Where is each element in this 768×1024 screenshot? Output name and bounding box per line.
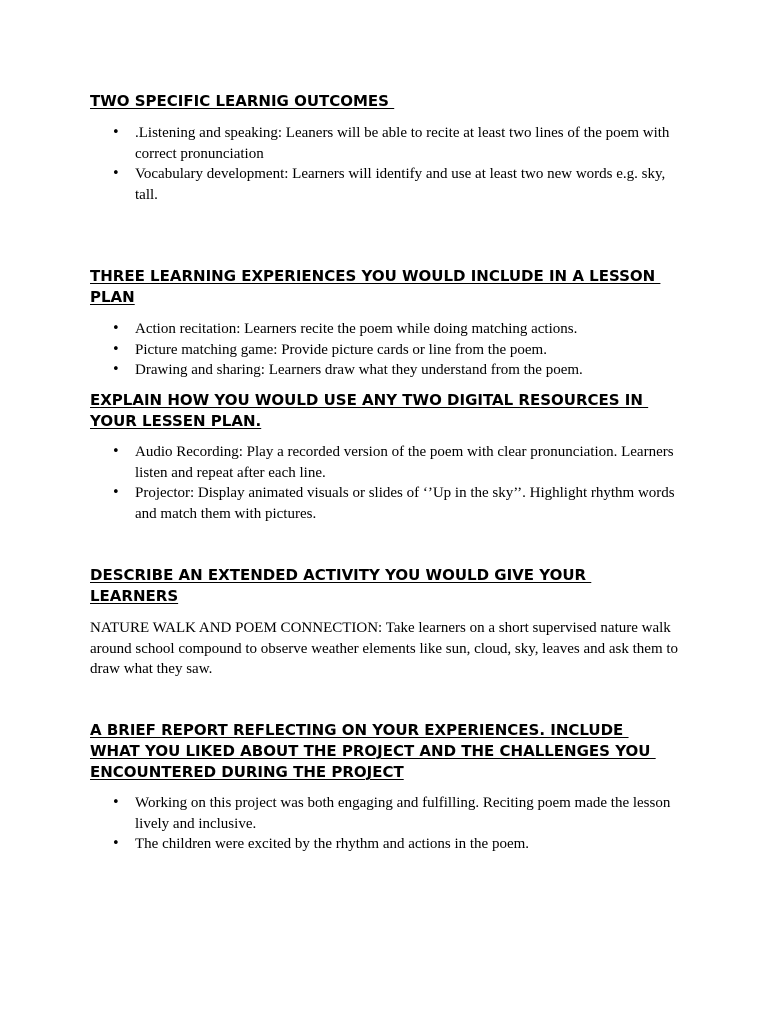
list-item xyxy=(90,123,690,164)
bullet-icon: • xyxy=(112,795,120,810)
list-item-text: Audio Recording: Play a recorded version of the poem with clear pronunciation. Learners listen and repeat after each line. xyxy=(135,444,674,481)
bullet-list-brief-report xyxy=(90,793,690,855)
list-item xyxy=(90,340,690,361)
bullet-icon: • xyxy=(112,166,120,182)
list-item xyxy=(90,793,690,834)
bullet-icon: • xyxy=(112,341,120,357)
section-heading-learning-outcomes: TWO SPECIFIC LEARNIG OUTCOMES xyxy=(90,92,395,110)
bullet-icon: • xyxy=(112,444,120,459)
list-item-text: Drawing and sharing: Learners draw what they understand from the poem. xyxy=(135,362,583,379)
bullet-icon: • xyxy=(112,321,120,336)
bullet-icon: • xyxy=(112,125,120,140)
bullet-list-learning-outcomes xyxy=(90,123,690,205)
list-item-text: Working on this project was both engaging and fulfilling. Reciting poem made the lesson lively and inclusive. xyxy=(135,795,671,832)
bullet-list-digital-resources xyxy=(90,442,690,524)
list-item xyxy=(90,834,690,855)
list-item-text: Projector: Display animated visuals or slides of ‘’Up in the sky’’. Highlight rhythm words and match them with pictures. xyxy=(135,485,675,522)
bullet-icon: • xyxy=(112,836,120,852)
list-item xyxy=(90,319,690,340)
list-item-text: Vocabulary development: Learners will identify and use at least two new words e.g. sky, tall. xyxy=(135,166,666,203)
list-item-text: Picture matching game: Provide picture cards or line from the poem. xyxy=(135,341,547,358)
list-item xyxy=(90,164,690,205)
list-item xyxy=(90,442,690,483)
bullet-list-learning-experiences xyxy=(90,319,690,381)
bullet-icon: • xyxy=(112,362,120,378)
list-item-text: Action recitation: Learners recite the poem while doing matching actions. xyxy=(135,321,578,337)
list-item-text: The children were excited by the rhythm and actions in the poem. xyxy=(135,836,530,853)
section-heading-extended-activity: DESCRIBE AN EXTENDED ACTIVITY YOU WOULD GIVE YOUR LEARNERS xyxy=(90,566,587,605)
list-item xyxy=(90,360,690,381)
section-heading-learning-experiences: THREE LEARNING EXPERIENCES YOU WOULD INCLUDE IN A LESSON PLAN xyxy=(90,267,656,306)
list-item xyxy=(90,483,690,524)
bullet-icon: • xyxy=(112,485,120,501)
section-heading-digital-resources: EXPLAIN HOW YOU WOULD USE ANY TWO DIGITAL RESOURCES IN YOUR LESSEN PLAN. xyxy=(90,391,643,430)
section-heading-brief-report: A BRIEF REPORT REFLECTING ON YOUR EXPERIENCES. INCLUDE WHAT YOU LIKED ABOUT THE PROJECT AND THE CHALLENGES YOU ENCOUNTERED DURING THE PROJECT xyxy=(90,721,651,781)
paragraph-extended-activity: NATURE WALK AND POEM CONNECTION: Take learners on a short supervised nature walk around school compound to observe weather elements like sun, cloud, sky, leaves and ask them to draw what they saw. xyxy=(90,620,679,678)
list-item-text: .Listening and speaking: Leaners will be able to recite at least two lines of the poem with correct pronunciation xyxy=(135,125,670,162)
